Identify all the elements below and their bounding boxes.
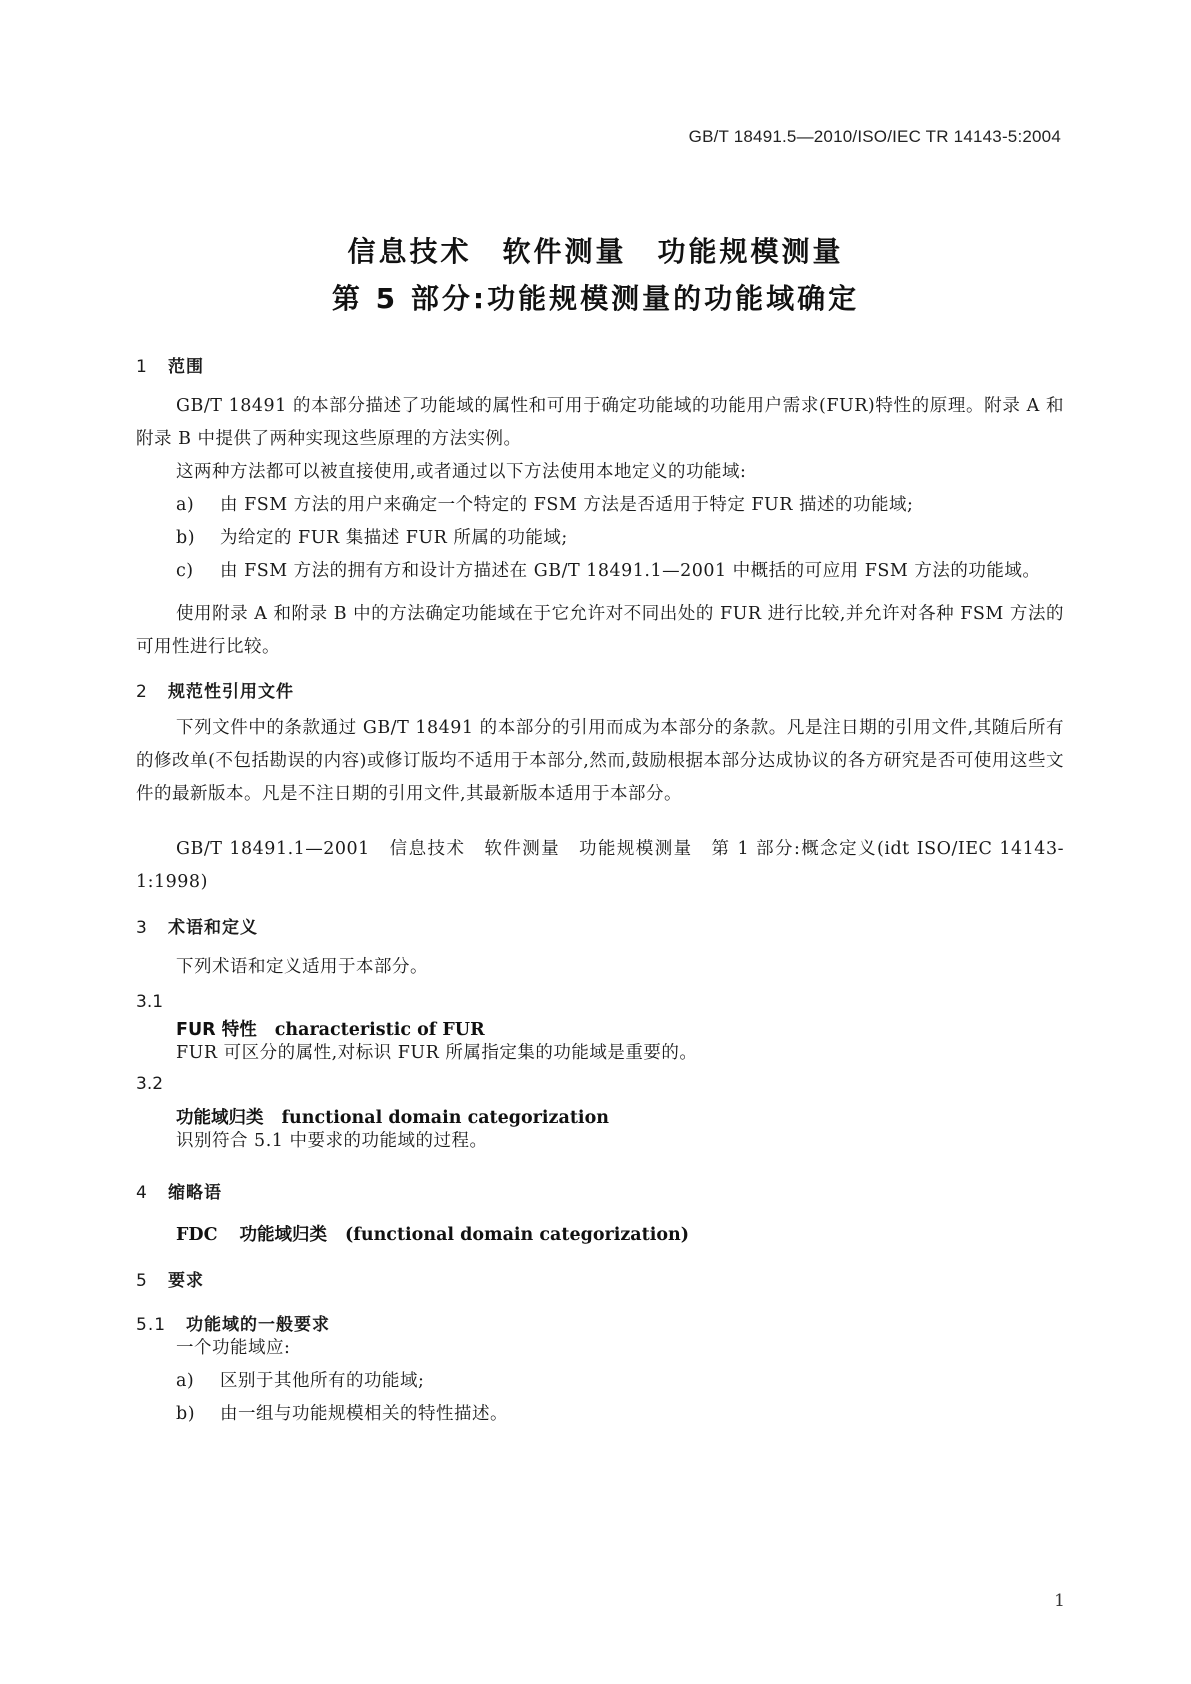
section-number: 2 [136,682,148,702]
term-definition: FUR 可区分的属性,对标识 FUR 所属指定集的功能域是重要的。 [176,1043,698,1063]
paragraph: 下列文件中的条款通过 GB/T 18491 的本部分的引用而成为本部分的条款。凡是注日期的引用文件,其随后所有的修改单(不包括勘误的内容)或修订版均不适用于本部分,然而,鼓励根据本部分达成协议的各方研究是否可使用这些文件的最新版本。凡是不注日期的引用文件,其最新版本适用于本部分。 [136,718,1064,804]
section-2-heading [136,677,294,702]
paragraph: GB/T 18491 的本部分描述了功能域的属性和可用于确定功能域的功能用户需求(FUR)特性的原理。附录 A 和附录 B 中提供了两种实现这些原理的方法实例。 [136,396,1064,449]
abbreviation-entry [176,1221,689,1246]
abbreviation: FDC [176,1225,218,1245]
list-item [176,522,1064,555]
list-label: a) [176,1371,195,1391]
section-number: 3 [136,918,148,938]
normative-reference: GB/T 18491.1—2001 信息技术 软件测量 功能规模测量 第 1 部分:概念定义(idt ISO/IEC 14143-1:1998) [136,839,1064,892]
term-zh: FUR 特性 [176,1020,257,1040]
list-label: b) [176,528,196,548]
page-number: 1 [1054,1591,1065,1611]
abbreviation-en: (functional domain categorization) [345,1225,690,1245]
term-number: 3.2 [136,1074,164,1094]
paragraph: 下列术语和定义适用于本部分。 [176,957,428,977]
standard-code: GB/T 18491.5—2010/ISO/IEC TR 14143-5:2004 [688,127,1061,146]
term-zh: 功能域归类 [176,1108,264,1128]
section-title: 要求 [168,1271,204,1291]
section-title: 缩略语 [168,1183,222,1203]
document-title-line1: 信息技术 软件测量 功能规模测量 [347,235,844,268]
term-definition: 识别符合 5.1 中要求的功能域的过程。 [176,1131,488,1151]
list-item [176,489,1064,522]
section-number: 5 [136,1271,148,1291]
section-5-heading [136,1266,204,1291]
list-label: a) [176,495,195,515]
document-title-line2: 第 5 部分:功能规模测量的功能域确定 [331,282,860,315]
list-text: 由一组与功能规模相关的特性描述。 [220,1404,508,1424]
list-item [176,555,1064,588]
section-number: 1 [136,357,148,377]
paragraph: 这两种方法都可以被直接使用,或者通过以下方法使用本地定义的功能域: [176,462,747,482]
subsection-number: 5.1 [136,1315,167,1335]
list-text: 由 FSM 方法的用户来确定一个特定的 FSM 方法是否适用于特定 FUR 描述的功能域; [220,495,914,515]
paragraph: 使用附录 A 和附录 B 中的方法确定功能域在于它允许对不同出处的 FUR 进行比较,并允许对各种 FSM 方法的可用性进行比较。 [136,604,1064,657]
section-title: 术语和定义 [168,918,258,938]
term-en: functional domain categorization [281,1108,609,1128]
list-text: 区别于其他所有的功能域; [220,1371,425,1391]
list-item [176,1365,1064,1398]
list-text: 由 FSM 方法的拥有方和设计方描述在 GB/T 18491.1—2001 中概括的可应用 FSM 方法的功能域。 [220,561,1041,581]
section-title: 规范性引用文件 [168,682,294,702]
list-label: c) [176,561,194,581]
section-4-heading [136,1178,222,1203]
section-3-heading [136,913,258,938]
section-number: 4 [136,1183,148,1203]
list-text: 为给定的 FUR 集描述 FUR 所属的功能域; [220,528,568,548]
subsection-title: 功能域的一般要求 [186,1315,330,1335]
list-label: b) [176,1404,196,1424]
term-en: characteristic of FUR [274,1020,485,1040]
paragraph: 一个功能域应: [176,1338,291,1358]
section-1-heading [136,352,204,377]
abbreviation-zh: 功能域归类 [239,1225,328,1245]
term-number: 3.1 [136,992,164,1012]
list-item [176,1398,1064,1431]
section-title: 范围 [168,357,204,377]
